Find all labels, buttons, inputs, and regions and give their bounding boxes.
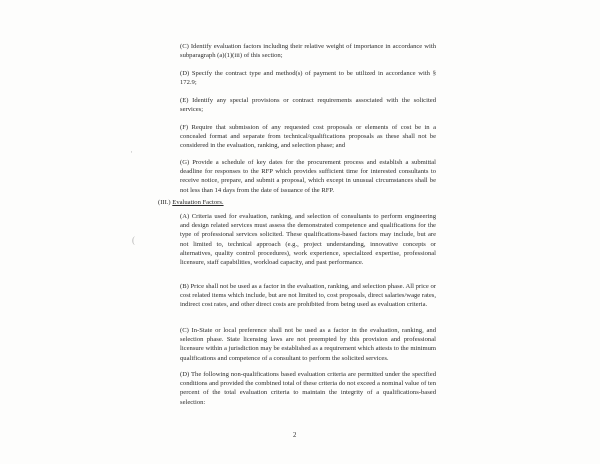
- scan-mark: (: [132, 235, 135, 245]
- paragraph-a-criteria: (A) Criteria used for evaluation, ranking, and selection of consultants to perform engineering and design related services must assess the demonstrated competence and qualifications for the type of professional services solicited. These qualifications-based factors may include, but are not limited to, technical approach (e.g., project understanding, innovative concepts or alternatives, quality control procedures), work experience, specialized expertise, professional licensure, staff capabilities, workload capacity, and past performance.: [180, 213, 436, 267]
- page-number: 2: [293, 432, 297, 439]
- paragraph-e-special-provisions: (E) Identify any special provisions or contract requirements associated with the solicited services;: [180, 97, 436, 114]
- paragraph-f-cost-proposals: (F) Require that submission of any requested cost proposals or elements of cost be in a concealed format and separate from technical/qualifications proposals as these shall not be considered in the evaluation, ranking, and selection phase; and: [180, 124, 436, 150]
- paragraph-d-non-qualifications: (D) The following non-qualifications based evaluation criteria are permitted under the specified conditions and provided the combined total of these criteria do not exceed a nominal value of ten percent of the total evaluation criteria to maintain the integrity of a qualifications-based selection:: [180, 371, 436, 406]
- section-title: Evaluation Factors.: [172, 199, 224, 206]
- paragraph-c-local-preference: (C) In-State or local preference shall not be used as a factor in the evaluation, ranking, and selection phase. State licensing laws are not preempted by this provision and professional licensure within a jurisdiction may be established as a requirement which attests to the minimum qualifications and competence of a consultant to perform the solicited services.: [180, 327, 436, 362]
- paragraph-b-price: (B) Price shall not be used as a factor in the evaluation, ranking, and selection phase. All price or cost related items which include, but are not limited to, cost proposals, direct salaries/wage rates, indirect cost rates, and other direct costs are prohibited from being used as evaluation criteria.: [180, 283, 436, 309]
- section-heading: [158, 198, 224, 207]
- scan-mark: ·: [130, 147, 133, 157]
- paragraph-d-contract-type: (D) Specify the contract type and method(s) of payment to be utilized in accordance with § 172.9;: [180, 70, 436, 87]
- paragraph-c-evaluation-factors: (C) Identify evaluation factors including their relative weight of importance in accordance with subparagraph (a)(1)(iii) of this section;: [180, 43, 436, 60]
- section-number: (III.): [158, 199, 171, 206]
- paragraph-g-schedule: (G) Provide a schedule of key dates for the procurement process and establish a submittal deadline for responses to the RFP which provides sufficient time for interested consultants to receive notice, prepare, and submit a proposal, which except in unusual circumstances shall be not less than 14 days from the date of issuance of the RFP.: [180, 159, 436, 194]
